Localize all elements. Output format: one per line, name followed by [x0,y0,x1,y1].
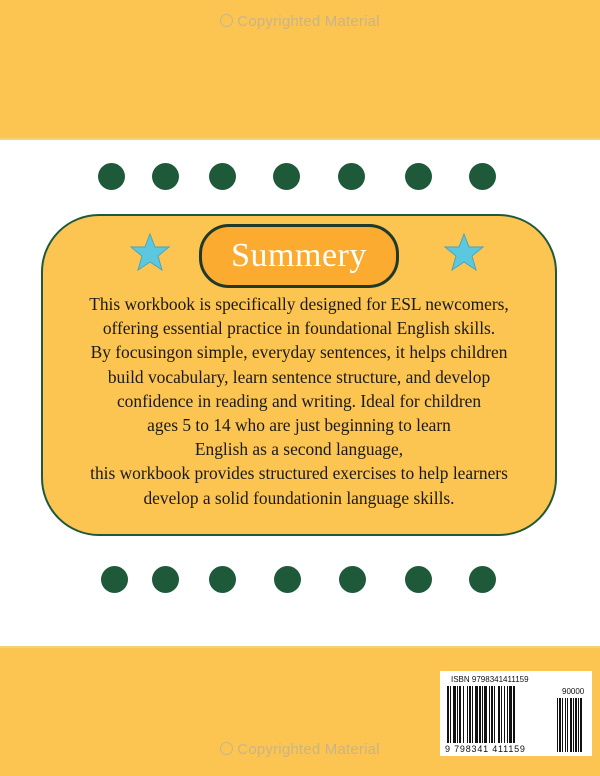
barcode-addon-bar [575,698,577,752]
dot-row-bottom [0,566,600,596]
barcode-addon-bar [557,698,558,752]
barcode-bar [472,686,473,743]
isbn-barcode [440,671,592,756]
dot [405,163,432,190]
barcode-bar [482,686,483,743]
barcode-bar [457,686,458,743]
barcode-bar [491,686,493,743]
dot [469,163,496,190]
barcode-bar [494,686,495,743]
barcode-addon-bar [567,698,568,752]
dot [339,566,366,593]
dot [98,163,125,190]
barcode-bar [450,686,451,743]
dot [152,163,179,190]
barcode-bar [463,686,464,743]
star-icon [129,231,171,273]
barcode-bar [469,686,471,743]
summary-line: build vocabulary, learn sentence structure, and develop [107,366,491,387]
barcode-bar [479,686,481,743]
dot [469,566,496,593]
dot-row-top [0,163,600,193]
dot [152,566,179,593]
barcode-addon-bar [559,698,561,752]
summary-line: ages 5 to 14 who are just beginning to learn [147,415,451,436]
summary-body [51,292,547,510]
summary-heading-pill [199,224,399,288]
dot [274,566,301,593]
summary-line: this workbook provides structured exercises to help learners [90,463,508,484]
watermark-bottom: Copyrighted Material [0,741,600,758]
barcode-bar [467,686,468,743]
summary-panel [41,214,557,536]
summary-line: confidence in reading and writing. Ideal for children [116,390,482,411]
summary-line: develop a solid foundationin language skills. [143,487,455,508]
barcode-bar [509,686,512,743]
barcode-addon-bar [562,698,563,752]
barcode-addon-bar [573,698,574,752]
dot [273,163,300,190]
star-icon [443,231,485,273]
price-code: 90000 [562,687,585,696]
dot [405,566,432,593]
barcode-addon-bar [580,698,582,752]
barcode-bar [498,686,500,743]
barcode-bar [475,686,478,743]
barcode-bar [489,686,490,743]
summary-line: This workbook is specifically designed for ESL newcomers, [89,294,509,314]
barcode-bar [513,686,515,743]
barcode-bar [504,686,505,743]
barcode-digits: 9 798341 411159 [445,744,526,754]
copyright-icon [220,14,233,27]
barcode-bar [507,686,508,743]
dot [101,566,128,593]
isbn-label: ISBN 9798341411159 [451,675,529,684]
dot [209,566,236,593]
dot [338,163,365,190]
watermark-top: Copyrighted Material [0,13,600,30]
barcode-bar [501,686,502,743]
barcode-bar [459,686,461,743]
summary-heading: Summery [231,237,367,274]
barcode-bar [484,686,487,743]
summary-line: offering essential practice in foundational English skills. [102,318,496,339]
barcode-addon-bar [565,698,566,752]
barcode-addon-bar [578,698,579,752]
barcode-bar [453,686,456,743]
barcode-bar [447,686,449,743]
copyright-icon [220,742,233,755]
summary-line: By focusingon simple, everyday sentences, it helps children [90,342,508,363]
summary-line: English as a second language, [194,439,404,460]
dot [209,163,236,190]
top-band [0,0,600,140]
barcode-addon-bar [570,698,572,752]
